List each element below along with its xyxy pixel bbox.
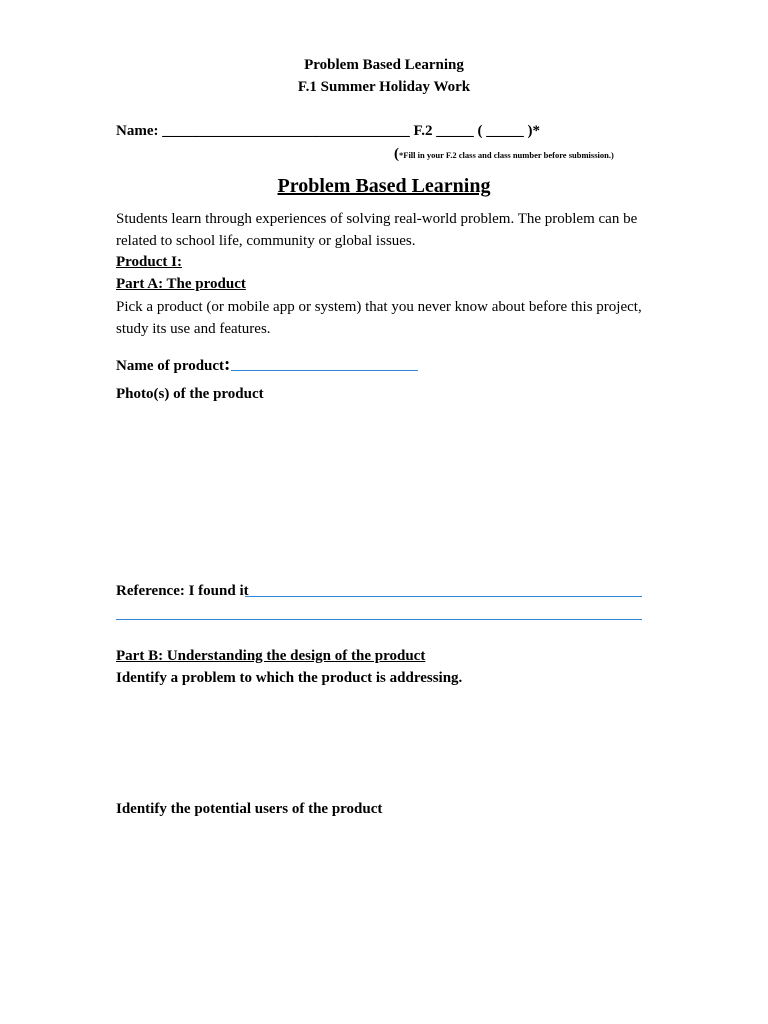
product-name-answer-line[interactable] xyxy=(231,370,418,371)
name-of-product-colon: : xyxy=(224,354,231,375)
part-a-instructions: Pick a product (or mobile app or system) that you never know about before this project, study its use and features. xyxy=(116,299,642,337)
header-subtitle: F.1 Summer Holiday Work xyxy=(297,79,471,95)
part-b-heading: Part B: Understanding the design of the product xyxy=(116,648,426,664)
product-heading: Product I: xyxy=(116,254,182,270)
answer-area-1[interactable] xyxy=(116,695,656,795)
answer-area-2[interactable] xyxy=(116,826,656,976)
part-a-heading: Part A: The product xyxy=(116,276,246,292)
note-paren: ( xyxy=(394,146,399,162)
name-of-product-text: Name of product xyxy=(116,358,225,374)
photo-area[interactable] xyxy=(116,410,656,575)
photos-label: Photo(s) of the product xyxy=(116,386,264,402)
note-text: *Fill in your F.2 class and class number before submission.) xyxy=(399,150,614,160)
part-b-question-2: Identify the potential users of the product xyxy=(116,801,383,817)
name-of-product-label xyxy=(116,354,230,376)
reference-answer-line-1[interactable] xyxy=(245,596,642,597)
main-title: Problem Based Learning xyxy=(277,175,491,197)
header-title: Problem Based Learning xyxy=(304,57,464,73)
intro-paragraph: Students learn through experiences of solving real-world problem. The problem can be related to school life, community or global issues. xyxy=(116,211,638,249)
reference-label: Reference: I found it xyxy=(116,583,249,599)
name-class-line: Name: _________________________________ F.2 _____ ( _____ )* xyxy=(116,123,541,139)
reference-answer-line-2[interactable] xyxy=(116,619,642,620)
part-b-question-1: Identify a problem to which the product is addressing. xyxy=(116,670,463,686)
submission-note xyxy=(394,145,614,163)
